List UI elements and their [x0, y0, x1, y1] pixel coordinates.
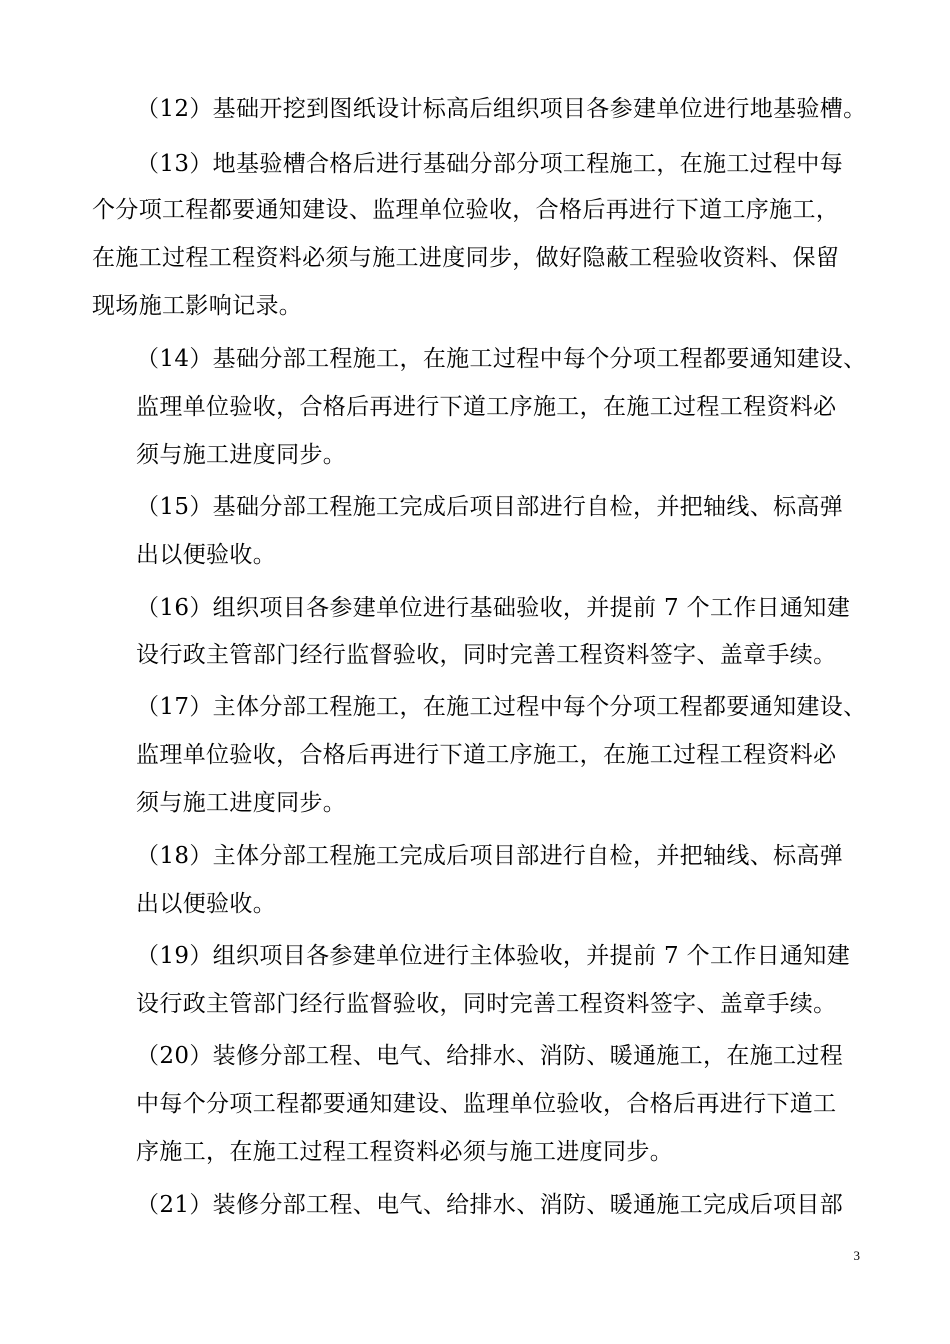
text-line: 须与施工进度同步。 — [136, 790, 347, 816]
text-line: 序施工，在施工过程工程资料必须与施工进度同步。 — [136, 1139, 674, 1165]
text-line: 须与施工进度同步。 — [136, 442, 347, 468]
text-line: 出以便验收。 — [136, 542, 277, 568]
text-line: （20）装修分部工程、电气、给排水、消防、暖通施工，在施工过程 — [136, 1043, 844, 1069]
page-number: 3 — [853, 1248, 860, 1263]
text-line: （17）主体分部工程施工，在施工过程中每个分项工程都要通知建设、 — [136, 694, 867, 720]
text-line: （21）装修分部工程、电气、给排水、消防、暖通施工完成后项目部 — [136, 1192, 844, 1218]
text-line: 监理单位验收，合格后再进行下道工序施工，在施工过程工程资料必 — [136, 742, 837, 768]
text-line: （15）基础分部工程施工完成后项目部进行自检，并把轴线、标高弹 — [136, 494, 844, 520]
text-line: 中每个分项工程都要通知建设、监理单位验收，合格后再进行下道工 — [136, 1091, 837, 1117]
text-line: （14）基础分部工程施工，在施工过程中每个分项工程都要通知建设、 — [136, 346, 867, 372]
text-line: （16）组织项目各参建单位进行基础验收，并提前 7 个工作日通知建 — [136, 595, 851, 621]
text-line: 监理单位验收，合格后再进行下道工序施工，在施工过程工程资料必 — [136, 394, 837, 420]
text-line: （18）主体分部工程施工完成后项目部进行自检，并把轴线、标高弹 — [136, 843, 844, 869]
text-line: 现场施工影响记录。 — [92, 293, 303, 319]
text-line: 设行政主管部门经行监督验收，同时完善工程资料签字、盖章手续。 — [136, 642, 837, 668]
text-line: （13）地基验槽合格后进行基础分部分项工程施工，在施工过程中每 — [136, 151, 844, 177]
text-line: 在施工过程工程资料必须与施工进度同步，做好隐蔽工程验收资料、保留 — [92, 245, 840, 271]
text-line: 设行政主管部门经行监督验收，同时完善工程资料签字、盖章手续。 — [136, 991, 837, 1017]
text-line: （19）组织项目各参建单位进行主体验收，并提前 7 个工作日通知建 — [136, 943, 851, 969]
text-line: （12）基础开挖到图纸设计标高后组织项目各参建单位进行地基验槽。 — [136, 96, 867, 122]
text-line: 个分项工程都要通知建设、监理单位验收，合格后再进行下道工序施工， — [92, 197, 840, 223]
text-line: 出以便验收。 — [136, 891, 277, 917]
